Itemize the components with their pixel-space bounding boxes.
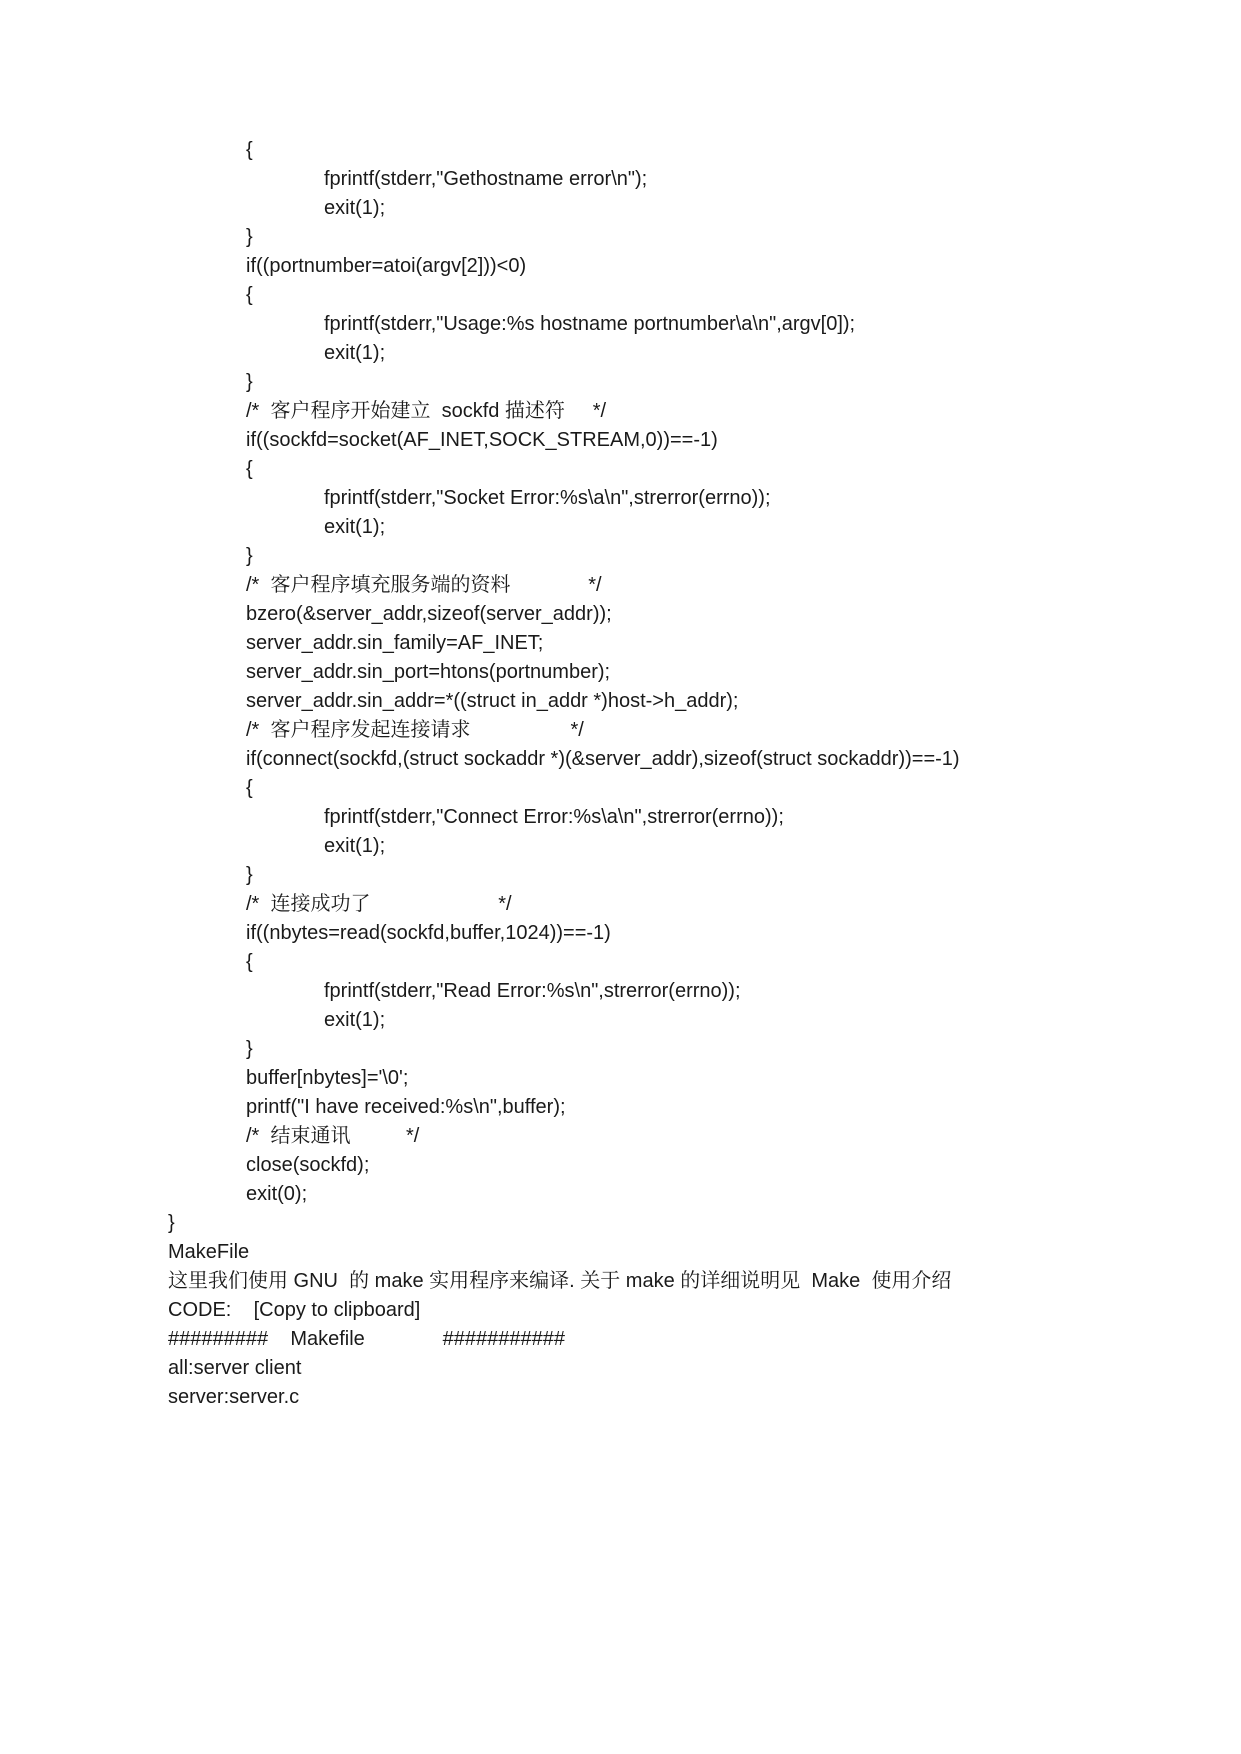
- code-line: {: [246, 284, 253, 306]
- code-line: }: [246, 545, 253, 567]
- code-line: if(connect(sockfd,(struct sockaddr *)(&server_addr),sizeof(struct sockaddr))==-1): [246, 748, 960, 770]
- code-line: fprintf(stderr,"Connect Error:%s\a\n",strerror(errno));: [324, 806, 784, 828]
- code-line: exit(1);: [324, 835, 386, 857]
- code-comment: /* 客户程序发起连接请求 */: [246, 719, 584, 741]
- code-line: {: [246, 458, 253, 480]
- code-line: if((nbytes=read(sockfd,buffer,1024))==-1): [246, 922, 611, 944]
- code-comment: /* 连接成功了 */: [246, 893, 512, 915]
- section-heading: MakeFile: [168, 1241, 250, 1263]
- code-line: }: [246, 864, 253, 886]
- code-line: fprintf(stderr,"Gethostname error\n");: [324, 168, 648, 190]
- code-line: ######### Makefile ###########: [168, 1328, 565, 1350]
- code-line: exit(1);: [324, 342, 386, 364]
- code-line: fprintf(stderr,"Read Error:%s\n",strerror(errno));: [324, 980, 741, 1002]
- code-line: exit(0);: [246, 1183, 308, 1205]
- code-line: {: [246, 951, 253, 973]
- code-line: {: [246, 139, 253, 161]
- code-line: server_addr.sin_addr=*((struct in_addr *)host->h_addr);: [246, 690, 739, 712]
- code-comment: /* 客户程序开始建立 sockfd 描述符 */: [246, 400, 607, 422]
- code-line: server:server.c: [168, 1386, 300, 1408]
- paragraph-text: 这里我们使用 GNU 的 make 实用程序来编译. 关于 make 的详细说明见 Make 使用介绍: [168, 1270, 952, 1292]
- code-line: printf("I have received:%s\n",buffer);: [246, 1096, 566, 1118]
- code-line: server_addr.sin_port=htons(portnumber);: [246, 661, 611, 683]
- code-line: }: [168, 1212, 175, 1234]
- code-comment: /* 客户程序填充服务端的资料 */: [246, 574, 602, 596]
- code-label: CODE: [Copy to clipboard]: [168, 1299, 421, 1321]
- code-line: fprintf(stderr,"Usage:%s hostname portnumber\a\n",argv[0]);: [324, 313, 856, 335]
- code-line: close(sockfd);: [246, 1154, 370, 1176]
- code-line: exit(1);: [324, 1009, 386, 1031]
- code-line: all:server client: [168, 1357, 302, 1379]
- code-line: bzero(&server_addr,sizeof(server_addr));: [246, 603, 612, 625]
- code-line: }: [246, 371, 253, 393]
- code-line: exit(1);: [324, 516, 386, 538]
- code-line: exit(1);: [324, 197, 386, 219]
- code-line: }: [246, 1038, 253, 1060]
- code-line: buffer[nbytes]='\0';: [246, 1067, 409, 1089]
- code-line: if((portnumber=atoi(argv[2]))<0): [246, 255, 527, 277]
- code-line: }: [246, 226, 253, 248]
- code-line: fprintf(stderr,"Socket Error:%s\a\n",strerror(errno));: [324, 487, 771, 509]
- code-line: if((sockfd=socket(AF_INET,SOCK_STREAM,0))==-1): [246, 429, 718, 451]
- code-comment: /* 结束通讯 */: [246, 1125, 420, 1147]
- code-line: {: [246, 777, 253, 799]
- code-line: server_addr.sin_family=AF_INET;: [246, 632, 544, 654]
